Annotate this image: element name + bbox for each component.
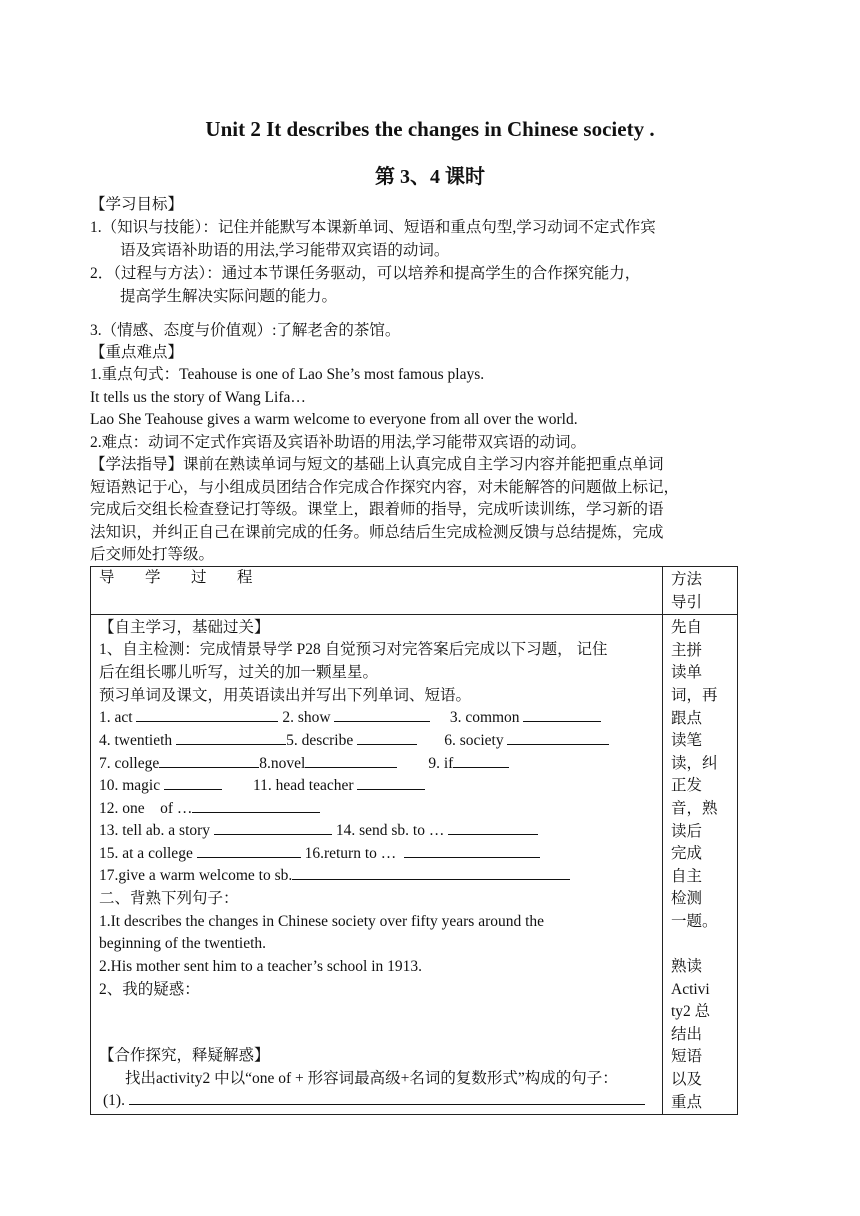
vocab-item: 16.return to … [304, 845, 397, 863]
guidance-line-1: 【学法指导】课前在熟读单词与短文的基础上认真完成自主学习内容并能把重点单词 [90, 456, 664, 473]
answer-blank[interactable] [197, 843, 301, 858]
answer-blank[interactable] [453, 753, 509, 768]
method-line: 跟点 [671, 709, 703, 727]
objectives-heading: 【学习目标】 [90, 196, 184, 213]
vocab-item: 10. magic [99, 777, 161, 795]
page-title: Unit 2 It describes the changes in Chinese society . [205, 117, 655, 141]
self-study-heading: 【自主学习，基础过关】 [99, 619, 270, 637]
key-point-3: Lao She Teahouse gives a warm welcome to everyone from all over the world. [90, 411, 578, 428]
answer-blank[interactable] [136, 707, 278, 722]
method-line: 完成 [671, 845, 703, 863]
answer-blank[interactable] [292, 865, 570, 880]
method-line: 熟读 [671, 958, 703, 976]
vocab-item: 3. common [449, 709, 520, 727]
method-header-line: 导引 [671, 593, 703, 611]
answer-blank[interactable] [305, 753, 397, 768]
sentence-2: 2.His mother sent him to a teacher’s school in 1913. [99, 958, 423, 976]
header-char: 程 [237, 569, 253, 586]
method-line: 音，熟 [671, 799, 718, 817]
objective-1-cont: 语及宾语补助语的用法,学习能带双宾语的动词。 [120, 242, 450, 259]
coop-item-1 [103, 1090, 645, 1112]
answer-blank[interactable] [357, 775, 425, 790]
vocab-item: 14. send sb. to … [335, 822, 445, 840]
process-header [91, 567, 663, 615]
answer-blank[interactable] [448, 820, 538, 835]
header-char: 学 [145, 569, 161, 586]
process-body [91, 615, 663, 1115]
method-line: 读后 [671, 822, 703, 840]
sentence-1: 1.It describes the changes in Chinese society over fifty years around the [99, 913, 545, 931]
lesson-subtitle: 第 3、4 课时 [375, 166, 485, 188]
answer-blank[interactable] [129, 1090, 645, 1105]
vocab-item: 13. tell ab. a story [99, 822, 211, 840]
objective-1: 1.（知识与技能）：记住并能默写本课新单词、短语和重点句型,学习动词不定式作宾 [90, 219, 656, 236]
method-line: Activi [671, 980, 710, 998]
guidance-line-2: 短语熟记于心，与小组成员团结合作完成合作探究内容，对未能解答的问题做上标记， [90, 479, 680, 496]
header-char: 过 [191, 569, 207, 586]
answer-blank[interactable] [159, 753, 259, 768]
vocab-row-3 [99, 753, 509, 775]
vocab-item: 12. one of … [99, 800, 193, 818]
method-line: ty2 总 [671, 1003, 711, 1021]
method-line: 读笔 [671, 732, 703, 750]
vocab-row-2 [99, 730, 609, 752]
answer-blank[interactable] [523, 707, 601, 722]
method-line: 主拼 [671, 641, 703, 659]
vocab-row-7 [99, 843, 540, 865]
vocab-item: 17.give a warm welcome to sb. [99, 867, 293, 885]
key-points-heading: 【重点难点】 [90, 344, 184, 361]
method-line: 先自 [671, 619, 703, 637]
method-line: 读，纠 [671, 754, 718, 772]
method-line: 短语 [671, 1048, 703, 1066]
answer-blank[interactable] [164, 775, 222, 790]
method-guide-column [663, 615, 738, 1115]
header-char: 导 [99, 569, 115, 586]
vocab-item: 1. act [99, 709, 133, 727]
vocab-item: 15. at a college [99, 845, 193, 863]
method-line: 词，再 [671, 686, 718, 704]
coop-task: 找出activity2 中以“one of + 形容词最高级+名词的复数形式”构成的句子： [125, 1070, 618, 1088]
guidance-line-4: 法知识，并纠正自己在课前完成的任务。师总结后生完成检测反馈与总结提炼，完成 [90, 524, 664, 541]
method-line: 一题。 [671, 912, 718, 930]
recite-heading: 二、背熟下列句子： [99, 890, 239, 908]
key-point-difficulty: 2.难点：动词不定式作宾语及宾语补助语的用法,学习能带双宾语的动词。 [90, 434, 587, 451]
preview-instruction: 预习单词及课文，用英语读出并写出下列单词、短语。 [99, 687, 472, 705]
method-header [663, 567, 738, 615]
answer-blank[interactable] [404, 843, 540, 858]
vocab-row-6 [99, 820, 538, 842]
self-check-line-cont: 后在组长哪儿听写，过关的加一颗星星。 [99, 664, 379, 682]
method-line [671, 934, 731, 957]
key-point-2: It tells us the story of Wang Lifa… [90, 389, 306, 406]
answer-blank[interactable] [176, 730, 286, 745]
method-line: 正发 [671, 777, 703, 795]
objective-3: 3.（情感、态度与价值观）:了解老舍的茶馆。 [90, 322, 401, 339]
method-header-line: 方法 [671, 571, 703, 588]
vocab-item: 2. show [282, 709, 331, 727]
vocab-item: 6. society [444, 732, 504, 750]
self-check-line: 1、自主检测：完成情景导学 P28 自觉预习对完答案后完成以下习题， 记住 [99, 641, 608, 659]
method-line: 自主 [671, 867, 703, 885]
answer-blank[interactable] [192, 798, 320, 813]
vocab-item: 7. college [99, 755, 160, 773]
method-line: 重点 [671, 1093, 703, 1111]
guidance-line-5: 后交师处打等级。 [90, 546, 215, 563]
vocab-item: 5. describe [286, 732, 354, 750]
answer-blank[interactable] [214, 820, 332, 835]
vocab-item: 4. twentieth [99, 732, 173, 750]
vocab-item: 11. head teacher [253, 777, 354, 795]
coop-item-label: (1). [103, 1092, 125, 1110]
objective-2-cont: 提高学生解决实际问题的能力。 [120, 288, 338, 305]
method-line: 结出 [671, 1025, 703, 1043]
key-point-1: 1.重点句式：Teahouse is one of Lao She’s most famous plays. [90, 366, 485, 383]
coop-heading: 【合作探究，释疑解惑】 [99, 1047, 270, 1065]
learning-process-table [90, 566, 738, 1115]
sentence-1-cont: beginning of the twentieth. [99, 935, 267, 953]
objective-2: 2．（过程与方法）：通过本节课任务驱动，可以培养和提高学生的合作探究能力， [90, 265, 641, 282]
method-line: 检测 [671, 890, 703, 908]
vocab-row-5 [99, 798, 320, 820]
answer-blank[interactable] [357, 730, 417, 745]
vocab-row-1 [99, 707, 601, 729]
vocab-row-4 [99, 775, 425, 797]
guidance-line-3: 完成后交组长检查登记打等级。课堂上，跟着师的指导，完成听读训练，学习新的语 [90, 501, 664, 518]
doubts-heading: 2、我的疑惑： [99, 981, 200, 999]
answer-blank[interactable] [507, 730, 609, 745]
vocab-row-8 [99, 865, 570, 887]
method-line: 以及 [671, 1071, 703, 1089]
answer-blank[interactable] [334, 707, 430, 722]
method-line: 读单 [671, 664, 703, 682]
vocab-item: 9. if [428, 755, 454, 773]
vocab-item: 8.novel [259, 755, 306, 773]
